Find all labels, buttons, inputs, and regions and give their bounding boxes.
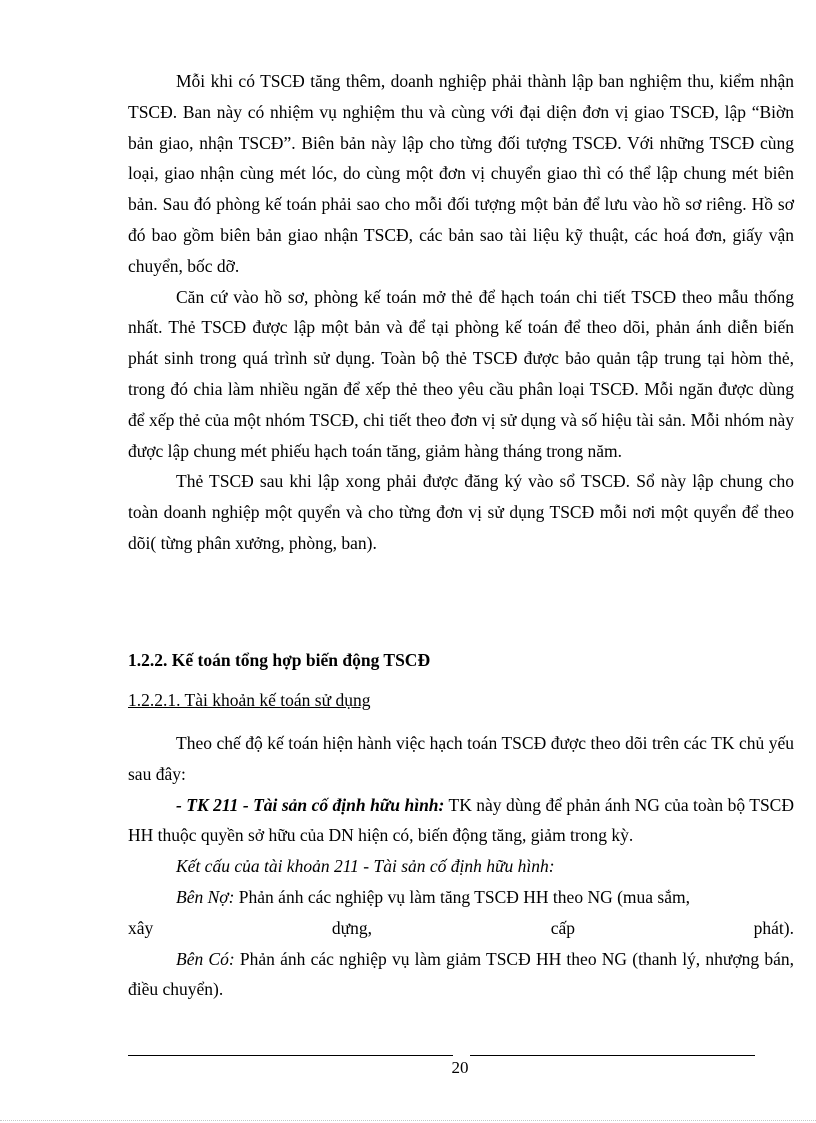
ben-no-continuation	[128, 913, 794, 944]
paragraph-2: Căn cứ vào hồ sơ, phòng kế toán mở thẻ để hạch toán chi tiết TSCĐ theo mẫu thống nhất. Thẻ TSCĐ được lập một bản và để tại phòng kế toán để theo dõi, phản ánh diễn biến phát sinh trong quá trình sử dụng. Toàn bộ thẻ TSCĐ được bảo quản tập trung tại hòm thẻ, trong đó chia làm nhiều ngăn để xếp thẻ theo yêu cầu phân loại TSCĐ. Mỗi ngăn được dùng để xếp thẻ của một nhóm TSCĐ, chi tiết theo đơn vị sử dụng và số hiệu tài sản. Mỗi nhóm này được lập chung mét phiếu hạch toán tăng, giảm hàng tháng trong năm.	[128, 286, 794, 461]
ben-no-text: Phản ánh các nghiệp vụ làm tăng TSCĐ HH theo NG (mua sắm,	[234, 886, 690, 907]
ben-no-word-3: cấp	[550, 917, 575, 938]
body-text-top	[128, 66, 794, 559]
ben-co-paragraph	[128, 944, 794, 1006]
structure-title: Kết cấu của tài khoản 211 - Tài sản cố định hữu hình:	[176, 856, 555, 877]
ben-no-word-4: phát).	[753, 917, 794, 938]
subsection-heading: 1.2.2.1. Tài khoản kế toán sử dụng	[128, 690, 371, 710]
tk211-text: TK này dùng để phản ánh NG của toàn bộ TSCĐ HH thuộc quyền sở hữu của DN hiện có, biến động tăng, giảm trong kỳ.	[128, 794, 794, 846]
paragraph-1: Mỗi khi có TSCĐ tăng thêm, doanh nghiệp phải thành lập ban nghiệm thu, kiểm nhận TSCĐ. Ban này có nhiệm vụ nghiệm thu và cùng với đại diện đơn vị giao TSCĐ, lập “Biờn bản giao, nhận TSCĐ”. Biên bản này lập cho từng đối tượng TSCĐ. Với những TSCĐ cùng loại, giao nhận cùng mét lóc, do cùng một đơn vị chuyển giao thì có thể lập chung mét biên bản. Sau đó phòng kế toán phải sao cho mỗi đối tượng một bản để lưu vào hồ sơ riêng. Hồ sơ đó bao gồm biên bản giao nhận TSCĐ, các bản sao tài liệu kỹ thuật, các hoá đơn, giấy vận chuyển, bốc dỡ.	[128, 71, 794, 276]
body-text-bottom	[128, 728, 794, 1005]
footer-rule-left	[128, 1055, 453, 1056]
tk211-label: - TK 211 - Tài sản cố định hữu hình:	[176, 794, 445, 815]
ben-co-label: Bên Có:	[176, 948, 235, 969]
ben-no-word-1: xây	[128, 917, 154, 938]
paragraph-3: Thẻ TSCĐ sau khi lập xong phải được đăng ký vào sổ TSCĐ. Sổ này lập chung cho toàn doanh nghiệp một quyển và cho từng đơn vị sử dụng TSCĐ mỗi nơi một quyển để theo dõi( từng phân xưởng, phòng, ban).	[128, 471, 794, 553]
footer-rule-right	[470, 1055, 755, 1056]
ben-co-text: Phản ánh các nghiệp vụ làm giảm TSCĐ HH theo NG (thanh lý, nhượng bán, điều chuyển).	[128, 948, 794, 1000]
ben-no-label: Bên Nợ:	[176, 886, 235, 907]
page-bottom-edge	[0, 1120, 816, 1121]
intro-paragraph: Theo chế độ kế toán hiện hành việc hạch toán TSCĐ được theo dõi trên các TK chủ yếu sau đây:	[128, 733, 794, 784]
tk211-paragraph	[128, 790, 794, 852]
section-heading: 1.2.2. Kế toán tổng hợp biến động TSCĐ	[128, 650, 431, 670]
page-number: 20	[451, 1058, 469, 1077]
ben-no-paragraph	[128, 882, 794, 913]
ben-no-word-2: dựng,	[331, 917, 373, 938]
